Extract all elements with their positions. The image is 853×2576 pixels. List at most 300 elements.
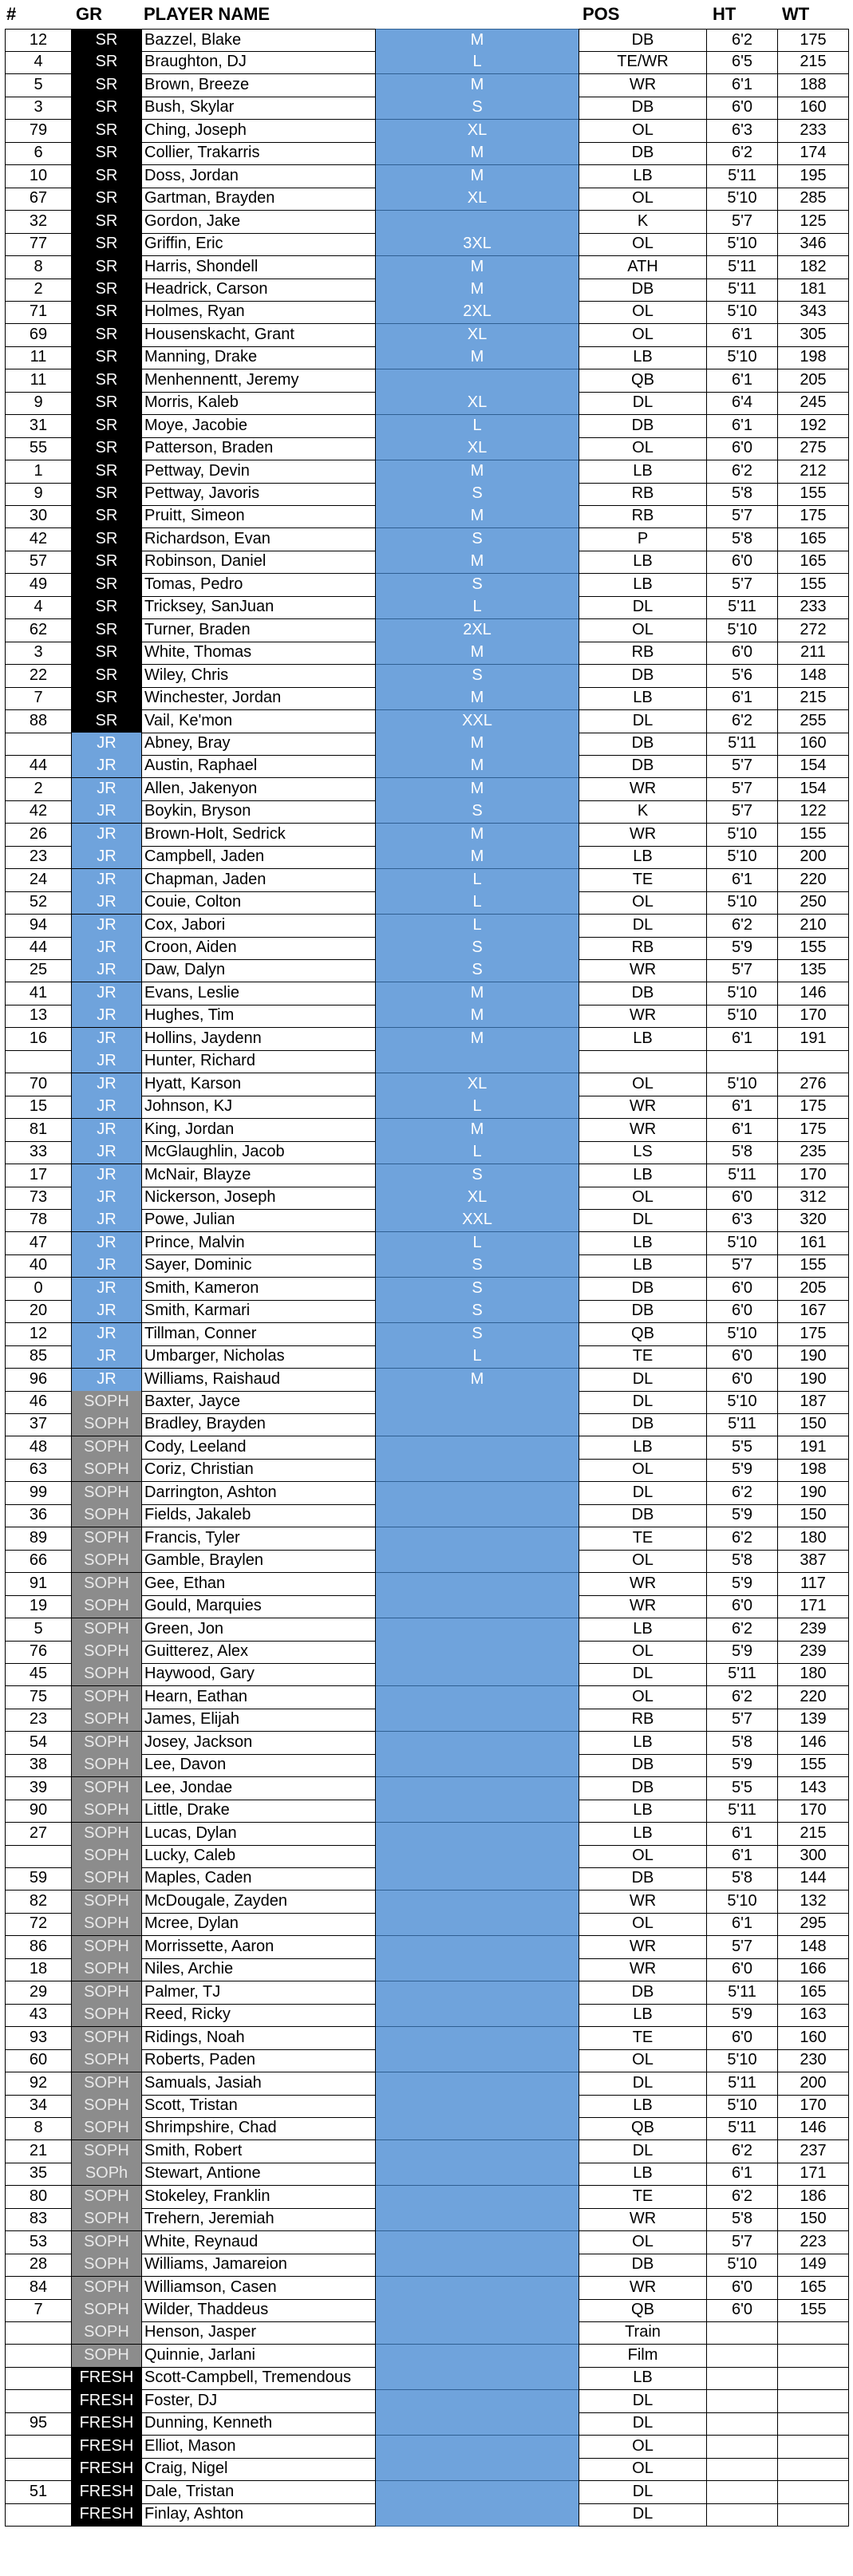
player-number: 46: [5, 1391, 72, 1414]
player-position: OL: [579, 2436, 707, 2459]
player-size: S: [376, 574, 579, 597]
player-height: 5'11: [707, 256, 778, 279]
player-number: 33: [5, 1141, 72, 1164]
player-grade: FRESH: [72, 2390, 141, 2413]
player-weight: 155: [778, 1754, 849, 1777]
table-row: [0, 2299, 853, 2322]
table-row: [0, 505, 853, 528]
table-row: [0, 733, 853, 756]
player-size: [376, 2049, 579, 2072]
player-position: WR: [579, 1891, 707, 1914]
player-grade: SOPH: [72, 1732, 141, 1755]
player-position: QB: [579, 2117, 707, 2140]
player-name: McNair, Blayze: [141, 1164, 376, 1187]
player-position: K: [579, 211, 707, 234]
player-name: Ridings, Noah: [141, 2027, 376, 2050]
player-number: 41: [5, 982, 72, 1006]
player-name: Powe, Julian: [141, 1209, 376, 1232]
player-position: Film: [579, 2345, 707, 2368]
table-row: [0, 824, 853, 847]
player-size: M: [376, 551, 579, 574]
player-position: LB: [579, 1028, 707, 1051]
player-weight: 170: [778, 1005, 849, 1028]
player-grade: SR: [72, 256, 141, 279]
table-row: [0, 1323, 853, 1346]
player-grade: FRESH: [72, 2481, 141, 2504]
table-row: [0, 1187, 853, 1210]
player-name: Pettway, Javoris: [141, 483, 376, 506]
player-size: [376, 1777, 579, 1800]
player-size: M: [376, 1119, 579, 1142]
player-number: 75: [5, 1686, 72, 1709]
player-grade: SOPH: [72, 1891, 141, 1914]
player-number: 0: [5, 1278, 72, 1301]
player-number: [5, 2367, 72, 2390]
player-position: DB: [579, 415, 707, 438]
player-weight: [778, 2390, 849, 2413]
table-row: [0, 437, 853, 460]
player-grade: SR: [72, 51, 141, 74]
player-height: 5'10: [707, 188, 778, 211]
player-size: S: [376, 1300, 579, 1323]
player-position: OL: [579, 2231, 707, 2254]
player-size: M: [376, 1369, 579, 1392]
player-size: [376, 1867, 579, 1891]
player-weight: 187: [778, 1391, 849, 1414]
player-height: 6'2: [707, 460, 778, 484]
player-position: QB: [579, 2299, 707, 2322]
player-height: 6'0: [707, 2299, 778, 2322]
player-weight: 215: [778, 687, 849, 710]
player-name: Couie, Colton: [141, 891, 376, 915]
table-row: [0, 2163, 853, 2186]
table-row: [0, 869, 853, 892]
player-number: 39: [5, 1777, 72, 1800]
table-row: [0, 1232, 853, 1255]
player-grade: SOPH: [72, 1981, 141, 2005]
player-grade: SOPH: [72, 1800, 141, 1823]
player-height: 6'1: [707, 2163, 778, 2186]
table-row: [0, 324, 853, 347]
player-weight: 146: [778, 982, 849, 1006]
player-grade: SOPH: [72, 1686, 141, 1709]
player-grade: FRESH: [72, 2436, 141, 2459]
player-weight: [778, 2345, 849, 2368]
player-weight: 170: [778, 1800, 849, 1823]
player-name: Pruitt, Simeon: [141, 505, 376, 528]
player-number: 11: [5, 369, 72, 393]
table-row: [0, 1777, 853, 1800]
player-weight: 285: [778, 188, 849, 211]
player-number: 93: [5, 2027, 72, 2050]
player-weight: 239: [778, 1641, 849, 1664]
table-row: [0, 1369, 853, 1392]
player-grade: SR: [72, 528, 141, 551]
player-number: 51: [5, 2481, 72, 2504]
player-name: Francis, Tyler: [141, 1527, 376, 1551]
table-row: [0, 1050, 853, 1073]
player-name: Foster, DJ: [141, 2390, 376, 2413]
player-position: RB: [579, 505, 707, 528]
player-position: OL: [579, 1686, 707, 1709]
table-row: [0, 1845, 853, 1868]
player-size: [376, 1050, 579, 1073]
player-grade: SR: [72, 74, 141, 97]
player-grade: JR: [72, 846, 141, 869]
player-height: [707, 2367, 778, 2390]
player-weight: 245: [778, 392, 849, 415]
player-name: Dale, Tristan: [141, 2481, 376, 2504]
player-height: 6'2: [707, 142, 778, 165]
player-number: 83: [5, 2208, 72, 2231]
player-name: Fields, Jakaleb: [141, 1504, 376, 1527]
player-weight: 215: [778, 51, 849, 74]
player-height: 6'0: [707, 1345, 778, 1369]
player-size: M: [376, 1028, 579, 1051]
player-number: 32: [5, 211, 72, 234]
player-weight: 343: [778, 301, 849, 324]
player-grade: SOPH: [72, 1754, 141, 1777]
player-position: DB: [579, 97, 707, 120]
player-name: Pettway, Devin: [141, 460, 376, 484]
player-grade: JR: [72, 915, 141, 938]
player-height: 6'2: [707, 2140, 778, 2163]
player-number: 4: [5, 51, 72, 74]
player-grade: SOPh: [72, 2163, 141, 2186]
player-weight: 233: [778, 120, 849, 143]
player-height: 5'10: [707, 346, 778, 369]
player-weight: 295: [778, 1913, 849, 1936]
player-height: 5'11: [707, 1164, 778, 1187]
player-position: WR: [579, 74, 707, 97]
player-grade: SR: [72, 165, 141, 188]
player-name: Samuals, Jasiah: [141, 2072, 376, 2096]
player-name: Patterson, Braden: [141, 437, 376, 460]
player-weight: 163: [778, 2004, 849, 2027]
player-name: Johnson, KJ: [141, 1096, 376, 1119]
player-height: 6'1: [707, 1823, 778, 1846]
player-grade: JR: [72, 1050, 141, 1073]
player-grade: SOPH: [72, 2254, 141, 2277]
player-position: LB: [579, 460, 707, 484]
player-position: LB: [579, 1164, 707, 1187]
player-number: 6: [5, 142, 72, 165]
player-grade: SOPH: [72, 1550, 141, 1573]
player-height: 6'3: [707, 1209, 778, 1232]
player-size: [376, 1686, 579, 1709]
player-grade: JR: [72, 1096, 141, 1119]
player-number: 62: [5, 619, 72, 642]
player-grade: JR: [72, 1119, 141, 1142]
player-name: Robinson, Daniel: [141, 551, 376, 574]
player-size: [376, 1800, 579, 1823]
player-number: 79: [5, 120, 72, 143]
player-position: TE: [579, 1527, 707, 1551]
player-position: DB: [579, 1981, 707, 2005]
player-name: Collier, Trakarris: [141, 142, 376, 165]
player-height: 5'5: [707, 1777, 778, 1800]
player-size: [376, 2231, 579, 2254]
player-height: 5'7: [707, 778, 778, 801]
player-size: [376, 2299, 579, 2322]
table-row: [0, 483, 853, 506]
player-grade: JR: [72, 982, 141, 1006]
table-row: [0, 74, 853, 97]
player-height: [707, 2321, 778, 2345]
table-row: [0, 2254, 853, 2277]
player-weight: 190: [778, 1369, 849, 1392]
player-position: OL: [579, 437, 707, 460]
player-grade: JR: [72, 959, 141, 982]
player-name: Mcree, Dylan: [141, 1913, 376, 1936]
player-grade: JR: [72, 800, 141, 824]
player-number: 26: [5, 824, 72, 847]
player-size: S: [376, 937, 579, 960]
player-height: 5'11: [707, 2072, 778, 2096]
player-position: LB: [579, 2163, 707, 2186]
player-number: 3: [5, 97, 72, 120]
player-weight: 212: [778, 460, 849, 484]
player-weight: 155: [778, 1254, 849, 1278]
player-height: 5'10: [707, 2049, 778, 2072]
player-height: 5'11: [707, 279, 778, 302]
player-grade: SR: [72, 596, 141, 619]
player-name: Bradley, Brayden: [141, 1413, 376, 1436]
player-weight: 167: [778, 1300, 849, 1323]
table-row: [0, 937, 853, 960]
player-position: DB: [579, 665, 707, 688]
player-name: Hearn, Eathan: [141, 1686, 376, 1709]
player-size: [376, 1618, 579, 1642]
player-number: 3: [5, 642, 72, 665]
player-number: 89: [5, 1527, 72, 1551]
player-size: [376, 2117, 579, 2140]
player-grade: SOPH: [72, 2095, 141, 2118]
player-height: 5'7: [707, 755, 778, 778]
player-number: 49: [5, 574, 72, 597]
player-height: 5'7: [707, 574, 778, 597]
player-weight: 200: [778, 846, 849, 869]
player-grade: SOPH: [72, 2117, 141, 2140]
player-name: Williams, Jamareion: [141, 2254, 376, 2277]
player-size: XXL: [376, 1209, 579, 1232]
player-grade: SR: [72, 369, 141, 393]
table-row: [0, 2049, 853, 2072]
player-name: Smith, Kameron: [141, 1278, 376, 1301]
player-name: Daw, Dalyn: [141, 959, 376, 982]
player-position: WR: [579, 959, 707, 982]
player-grade: SOPH: [72, 2027, 141, 2050]
player-height: 5'10: [707, 891, 778, 915]
player-size: [376, 2004, 579, 2027]
player-name: Braughton, DJ: [141, 51, 376, 74]
player-grade: SOPH: [72, 1936, 141, 1959]
player-name: Finlay, Ashton: [141, 2503, 376, 2527]
player-height: 6'1: [707, 369, 778, 393]
player-position: LB: [579, 2367, 707, 2390]
player-name: Evans, Leslie: [141, 982, 376, 1006]
player-size: S: [376, 800, 579, 824]
player-height: 6'2: [707, 1686, 778, 1709]
player-weight: 155: [778, 483, 849, 506]
player-position: LB: [579, 551, 707, 574]
player-height: 5'9: [707, 1641, 778, 1664]
player-size: S: [376, 528, 579, 551]
player-number: 60: [5, 2049, 72, 2072]
table-row: [0, 2390, 853, 2413]
player-weight: [778, 2503, 849, 2527]
player-name: Little, Drake: [141, 1800, 376, 1823]
player-size: M: [376, 29, 579, 52]
table-row: [0, 2072, 853, 2096]
table-row: [0, 596, 853, 619]
player-size: [376, 2140, 579, 2163]
player-height: 6'0: [707, 1300, 778, 1323]
player-grade: SOPH: [72, 1709, 141, 1732]
player-name: Darrington, Ashton: [141, 1482, 376, 1505]
player-size: [376, 1413, 579, 1436]
player-height: [707, 2345, 778, 2368]
player-name: Umbarger, Nicholas: [141, 1345, 376, 1369]
player-name: Gartman, Brayden: [141, 188, 376, 211]
player-size: [376, 2481, 579, 2504]
player-weight: 205: [778, 1278, 849, 1301]
player-name: Morris, Kaleb: [141, 392, 376, 415]
player-grade: SR: [72, 346, 141, 369]
player-height: 5'9: [707, 1754, 778, 1777]
player-position: WR: [579, 1595, 707, 1618]
player-name: Wiley, Chris: [141, 665, 376, 688]
player-size: S: [376, 1278, 579, 1301]
player-grade: SR: [72, 142, 141, 165]
player-position: WR: [579, 1958, 707, 1981]
player-position: DB: [579, 1504, 707, 1527]
player-position: WR: [579, 824, 707, 847]
player-number: 78: [5, 1209, 72, 1232]
player-position: ATH: [579, 256, 707, 279]
player-size: S: [376, 97, 579, 120]
player-grade: SOPH: [72, 1867, 141, 1891]
player-height: 5'7: [707, 211, 778, 234]
player-size: XL: [376, 1073, 579, 1096]
player-size: S: [376, 1164, 579, 1187]
player-number: 4: [5, 596, 72, 619]
player-number: 85: [5, 1345, 72, 1369]
table-row: [0, 1005, 853, 1028]
player-weight: 235: [778, 1141, 849, 1164]
player-grade: SR: [72, 710, 141, 733]
player-size: [376, 2367, 579, 2390]
player-weight: 170: [778, 1164, 849, 1187]
player-grade: SR: [72, 505, 141, 528]
player-name: White, Reynaud: [141, 2231, 376, 2254]
player-number: 40: [5, 1254, 72, 1278]
table-row: [0, 891, 853, 915]
player-position: LS: [579, 1141, 707, 1164]
player-grade: SOPH: [72, 2004, 141, 2027]
table-row: [0, 1391, 853, 1414]
player-name: Bush, Skylar: [141, 97, 376, 120]
player-name: Hollins, Jaydenn: [141, 1028, 376, 1051]
player-size: XXL: [376, 710, 579, 733]
player-size: [376, 211, 579, 234]
player-position: TE/WR: [579, 51, 707, 74]
player-grade: JR: [72, 1141, 141, 1164]
player-number: 16: [5, 1028, 72, 1051]
player-weight: 211: [778, 642, 849, 665]
player-weight: 190: [778, 1345, 849, 1369]
player-number: 27: [5, 1823, 72, 1846]
player-name: Nickerson, Joseph: [141, 1187, 376, 1210]
table-row: [0, 800, 853, 824]
table-row: [0, 1345, 853, 1369]
player-position: DL: [579, 596, 707, 619]
player-number: [5, 2345, 72, 2368]
player-position: LB: [579, 1254, 707, 1278]
player-position: WR: [579, 1096, 707, 1119]
table-row: [0, 301, 853, 324]
player-position: [579, 1050, 707, 1073]
player-height: 5'8: [707, 2208, 778, 2231]
player-name: Menhennentt, Jeremy: [141, 369, 376, 393]
player-size: M: [376, 982, 579, 1006]
player-number: 18: [5, 1958, 72, 1981]
player-name: Ching, Joseph: [141, 120, 376, 143]
table-row: [0, 1754, 853, 1777]
player-number: 8: [5, 256, 72, 279]
player-weight: 181: [778, 279, 849, 302]
player-number: 11: [5, 346, 72, 369]
player-height: 6'0: [707, 1958, 778, 1981]
player-name: Holmes, Ryan: [141, 301, 376, 324]
player-grade: SOPH: [72, 1482, 141, 1505]
player-size: L: [376, 1141, 579, 1164]
player-weight: 165: [778, 2277, 849, 2300]
player-name: Stokeley, Franklin: [141, 2186, 376, 2209]
player-number: 22: [5, 665, 72, 688]
player-size: [376, 1709, 579, 1732]
player-number: [5, 2321, 72, 2345]
player-height: 6'1: [707, 869, 778, 892]
player-height: 6'1: [707, 1119, 778, 1142]
player-position: WR: [579, 1119, 707, 1142]
table-row: [0, 188, 853, 211]
player-grade: SR: [72, 687, 141, 710]
player-weight: 230: [778, 2049, 849, 2072]
player-weight: 210: [778, 915, 849, 938]
player-height: 5'11: [707, 1981, 778, 2005]
player-number: 84: [5, 2277, 72, 2300]
player-size: [376, 1732, 579, 1755]
table-row: [0, 1119, 853, 1142]
player-size: [376, 1482, 579, 1505]
player-number: 70: [5, 1073, 72, 1096]
player-weight: 190: [778, 1482, 849, 1505]
table-row: [0, 1732, 853, 1755]
player-grade: SR: [72, 233, 141, 256]
table-row: [0, 1436, 853, 1460]
player-position: OL: [579, 2049, 707, 2072]
player-size: M: [376, 687, 579, 710]
player-position: DL: [579, 1391, 707, 1414]
player-size: L: [376, 869, 579, 892]
player-number: 29: [5, 1981, 72, 2005]
player-grade: JR: [72, 778, 141, 801]
player-weight: 165: [778, 1981, 849, 2005]
player-number: 15: [5, 1096, 72, 1119]
player-height: 5'11: [707, 733, 778, 756]
player-height: 6'0: [707, 1595, 778, 1618]
